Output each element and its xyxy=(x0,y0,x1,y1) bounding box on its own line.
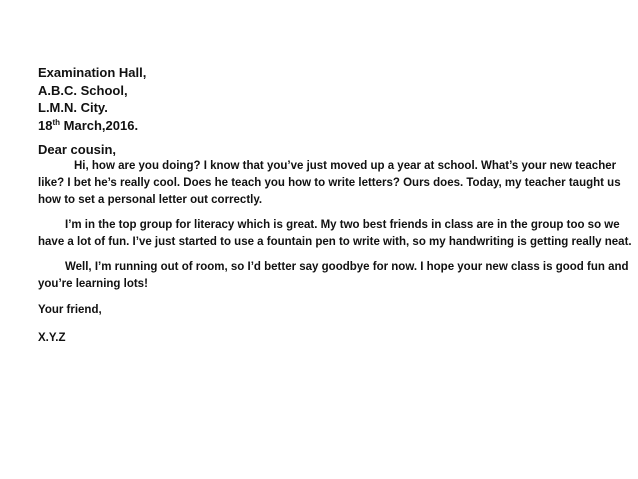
address-line-hall: Examination Hall, xyxy=(38,65,147,80)
body-paragraph-1: Hi, how are you doing? I know that you’ve just moved up a year at school. What’s your new teacher like? I bet he’s really cool. Does he teach you how to write letters? Ours does. Today, my teacher taught us how to set a personal letter out correctly. xyxy=(38,160,621,206)
address-line-school: A.B.C. School, xyxy=(38,82,128,98)
letter-date xyxy=(38,117,634,135)
salutation: Dear cousin, xyxy=(38,142,117,157)
sender-address xyxy=(38,64,634,134)
letter xyxy=(38,64,634,347)
date-day: 18 xyxy=(38,117,53,133)
date-suffix: th xyxy=(52,117,61,127)
body-paragraph-3: Well, I’m running out of room, so I’d better say goodbye for now. I hope your new class is good fun and you’re learning lots! xyxy=(38,261,629,290)
body-paragraph-2: I’m in the top group for literacy which is great. My two best friends in class are in the group too so we have a lot of fun. I’ve just started to use a fountain pen to write with, so my handwriting is getting really neat. xyxy=(38,219,632,248)
date-month-year: March,2016. xyxy=(60,117,139,133)
closing: Your friend, xyxy=(38,304,102,316)
address-line-city: L.M.N. City. xyxy=(38,100,108,115)
signature: X.Y.Z xyxy=(38,332,66,344)
